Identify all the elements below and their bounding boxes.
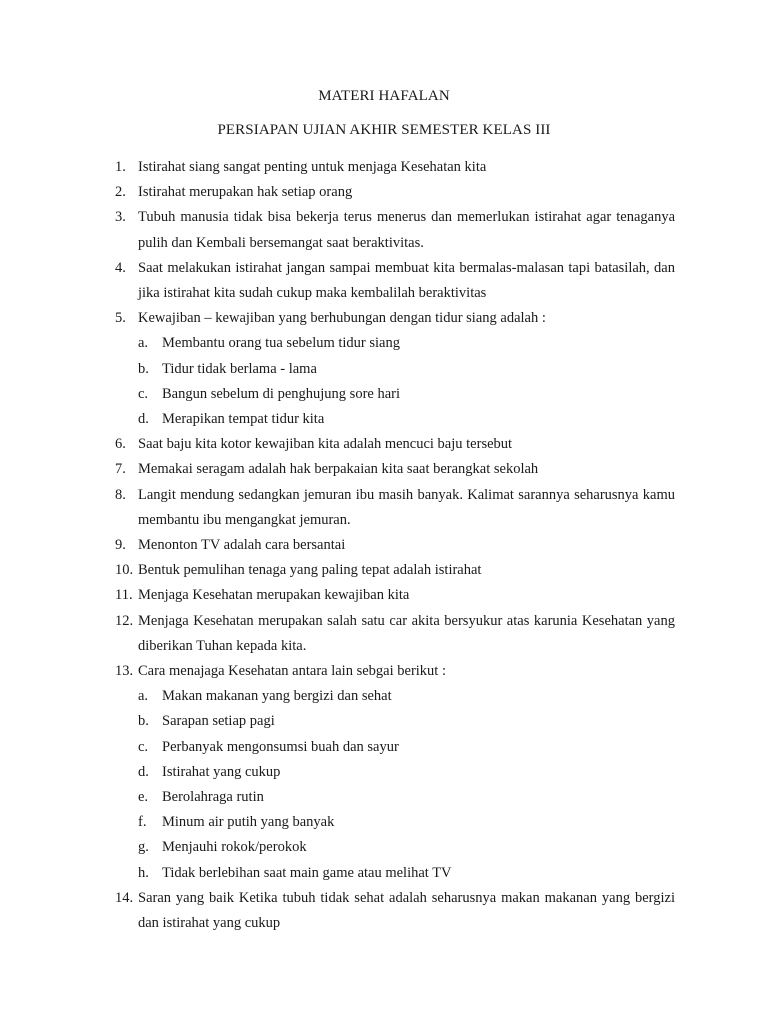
list-item-number: 9. — [115, 537, 126, 554]
document-title: MATERI HAFALAN — [318, 88, 450, 104]
sub-list-item-letter: a. — [138, 335, 149, 352]
sub-list-item — [138, 407, 675, 432]
numbered-list — [115, 155, 675, 936]
list-item-text: Menonton TV adalah cara bersantai — [138, 537, 346, 554]
list-item-text: Saat melakukan istirahat jangan sampai membuat kita bermalas-malasan tapi batasilah, dan jika istirahat kita sudah cukup maka kembalilah beraktivitas — [138, 259, 675, 302]
sub-list-item-text: Menjauhi rokok/perokok — [162, 839, 307, 856]
list-item — [115, 205, 675, 255]
sub-list-item — [138, 709, 675, 734]
sub-list-item-letter: d. — [138, 411, 149, 428]
sub-list-item-letter: d. — [138, 763, 149, 780]
list-item — [115, 306, 675, 432]
list-item-text: Saran yang baik Ketika tubuh tidak sehat adalah seharusnya makan makanan yang bergizi dan istirahat yang cukup — [138, 889, 675, 932]
list-item — [115, 180, 675, 205]
list-item-text: Memakai seragam adalah hak berpakaian kita saat berangkat sekolah — [138, 461, 539, 478]
list-item-number: 13. — [115, 663, 134, 680]
sub-list-item-text: Bangun sebelum di penghujung sore hari — [162, 385, 400, 402]
list-item — [115, 457, 675, 482]
sub-list-item-text: Tidur tidak berlama - lama — [162, 360, 317, 377]
sub-list-item — [138, 760, 675, 785]
list-item-number: 12. — [115, 612, 134, 629]
sub-list-item — [138, 861, 675, 886]
list-item-number: 14. — [115, 889, 134, 906]
list-item-number: 2. — [115, 184, 126, 201]
list-item-number: 11. — [115, 587, 133, 604]
sub-list-item — [138, 810, 675, 835]
list-item-number: 1. — [115, 159, 126, 175]
list-item — [115, 609, 675, 659]
sub-list — [138, 684, 675, 886]
list-item — [115, 155, 675, 180]
sub-list-item-text: Merapikan tempat tidur kita — [162, 411, 325, 428]
list-item — [115, 256, 675, 306]
list-item-text: Menjaga Kesehatan merupakan kewajiban kita — [138, 587, 410, 604]
list-item-number: 10. — [115, 562, 134, 579]
list-item — [115, 533, 675, 558]
sub-list-item — [138, 382, 675, 407]
list-item-number: 4. — [115, 259, 126, 276]
sub-list-item-letter: b. — [138, 713, 149, 730]
list-item-text: Menjaga Kesehatan merupakan salah satu car akita bersyukur atas karunia Kesehatan yang diberikan Tuhan kepada kita. — [138, 612, 675, 654]
sub-list-item — [138, 357, 675, 382]
list-item-number: 6. — [115, 436, 126, 453]
list-item-text: Istirahat merupakan hak setiap orang — [138, 184, 353, 201]
sub-list-item-letter: g. — [138, 839, 149, 856]
sub-list-item-text: Tidak berlebihan saat main game atau melihat TV — [162, 864, 452, 881]
list-item-text: Kewajiban – kewajiban yang berhubungan dengan tidur siang adalah : — [138, 310, 546, 327]
sub-list-item-text: Perbanyak mengonsumsi buah dan sayur — [162, 738, 399, 755]
list-item — [115, 558, 675, 583]
sub-list-item-letter: b. — [138, 360, 149, 377]
sub-list-item-letter: c. — [138, 738, 149, 755]
sub-list-item-letter: f. — [138, 814, 147, 831]
list-item-text: Istirahat siang sangat penting untuk menjaga Kesehatan kita — [138, 159, 487, 175]
list-item-number: 8. — [115, 486, 126, 503]
list-item — [115, 886, 675, 936]
list-item — [115, 432, 675, 457]
list-item-text: Tubuh manusia tidak bisa bekerja terus menerus dan memerlukan istirahat agar tenaganya pulih dan Kembali bersemangat saat beraktivitas. — [138, 209, 675, 251]
sub-list-item — [138, 785, 675, 810]
document-subtitle: PERSIAPAN UJIAN AKHIR SEMESTER KELAS III — [217, 122, 551, 138]
list-item — [115, 483, 675, 533]
list-item-number: 5. — [115, 310, 126, 327]
list-item-number: 7. — [115, 461, 126, 478]
sub-list-item-letter: a. — [138, 688, 149, 705]
sub-list-item-letter: e. — [138, 789, 149, 806]
sub-list-item-text: Membantu orang tua sebelum tidur siang — [162, 335, 400, 352]
list-item-number: 3. — [115, 209, 126, 226]
list-item — [115, 583, 675, 608]
sub-list-item — [138, 684, 675, 709]
sub-list-item-letter: h. — [138, 864, 149, 881]
sub-list-item — [138, 735, 675, 760]
sub-list-item-text: Minum air putih yang banyak — [162, 814, 335, 831]
sub-list-item-text: Makan makanan yang bergizi dan sehat — [162, 688, 392, 705]
sub-list-item-text: Istirahat yang cukup — [162, 763, 281, 780]
sub-list-item-letter: c. — [138, 385, 149, 402]
sub-list-item-text: Berolahraga rutin — [162, 789, 264, 806]
list-item-text: Cara menajaga Kesehatan antara lain sebgai berikut : — [138, 663, 446, 680]
list-item-text: Bentuk pemulihan tenaga yang paling tepat adalah istirahat — [138, 562, 482, 579]
sub-list-item-text: Sarapan setiap pagi — [162, 713, 275, 730]
list-item-text: Langit mendung sedangkan jemuran ibu masih banyak. Kalimat sarannya seharusnya kamu membantu ibu mengangkat jemuran. — [138, 486, 675, 528]
list-item — [115, 659, 675, 886]
sub-list — [138, 331, 675, 432]
sub-list-item — [138, 331, 675, 356]
sub-list-item — [138, 835, 675, 860]
list-item-text: Saat baju kita kotor kewajiban kita adalah mencuci baju tersebut — [138, 436, 513, 453]
